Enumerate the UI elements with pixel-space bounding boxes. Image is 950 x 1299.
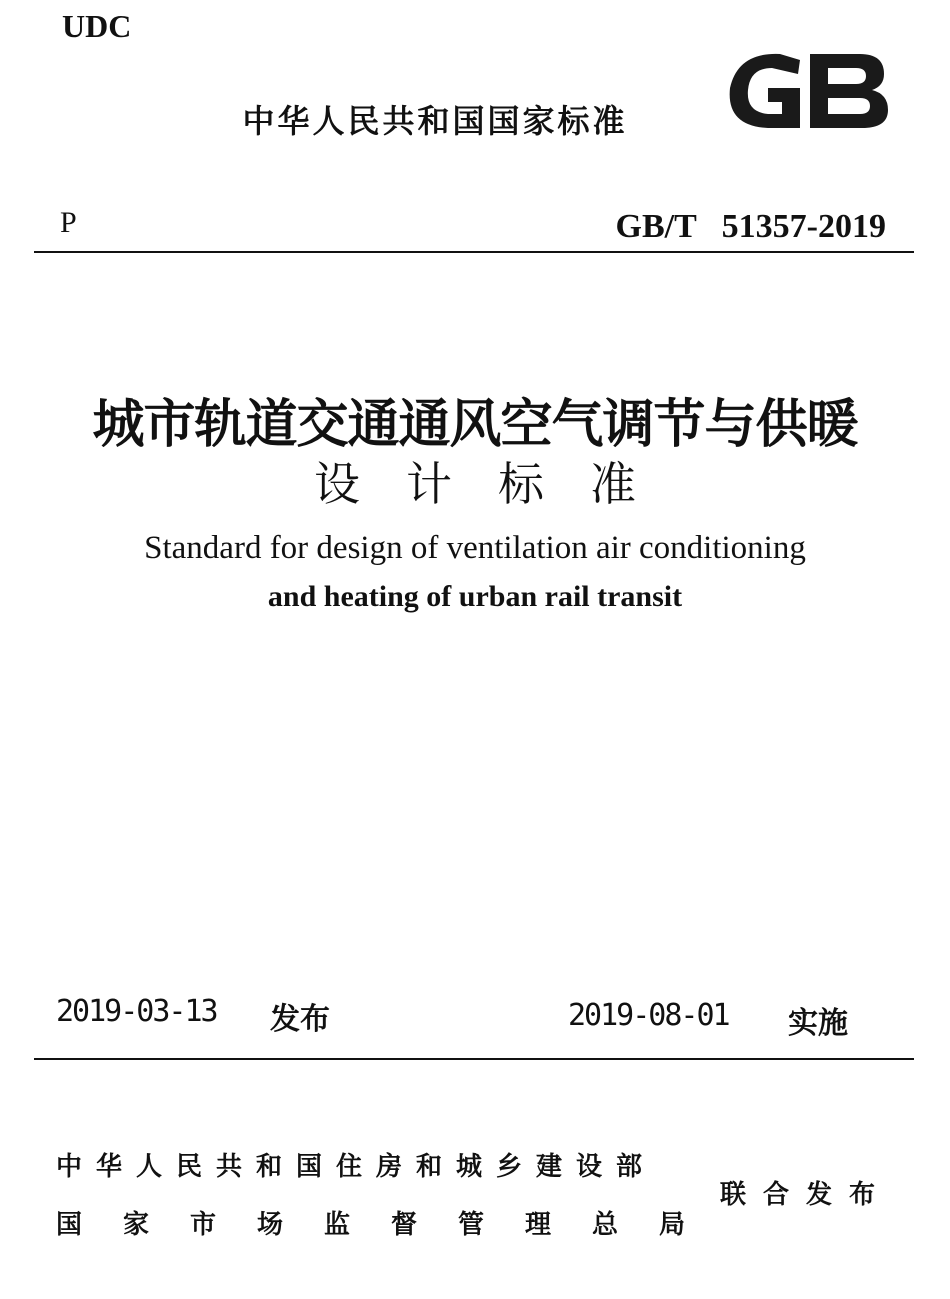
classification-code: P xyxy=(60,206,77,239)
issue-date: 2019-03-13 xyxy=(56,994,217,1029)
title-english-line1: Standard for design of ventilation air conditioning xyxy=(144,530,806,566)
implementation-label: 实施 xyxy=(788,1006,848,1041)
udc-label: UDC xyxy=(62,8,132,44)
issue-label: 发布 xyxy=(270,1002,330,1037)
bottom-divider xyxy=(34,1058,914,1060)
title-chinese-sub: 设计标准 xyxy=(314,457,682,511)
top-divider xyxy=(34,251,914,253)
implementation-date: 2019-08-01 xyxy=(568,998,729,1033)
joint-issue-label: 联合发布 xyxy=(720,1180,893,1210)
publisher-ministry: 中华人民共和国住房和城乡建设部 xyxy=(56,1152,657,1182)
standard-number: GB/T 51357-2019 xyxy=(615,208,886,245)
gb-logo-icon xyxy=(720,46,890,134)
title-english-line2: and heating of urban rail transit xyxy=(267,580,683,613)
national-standard-heading: 中华人民共和国国家标准 xyxy=(242,102,628,140)
title-chinese: 城市轨道交通通风空气调节与供暖 xyxy=(92,395,858,455)
publisher-administration: 国家市场监督管理总局 xyxy=(56,1210,727,1240)
